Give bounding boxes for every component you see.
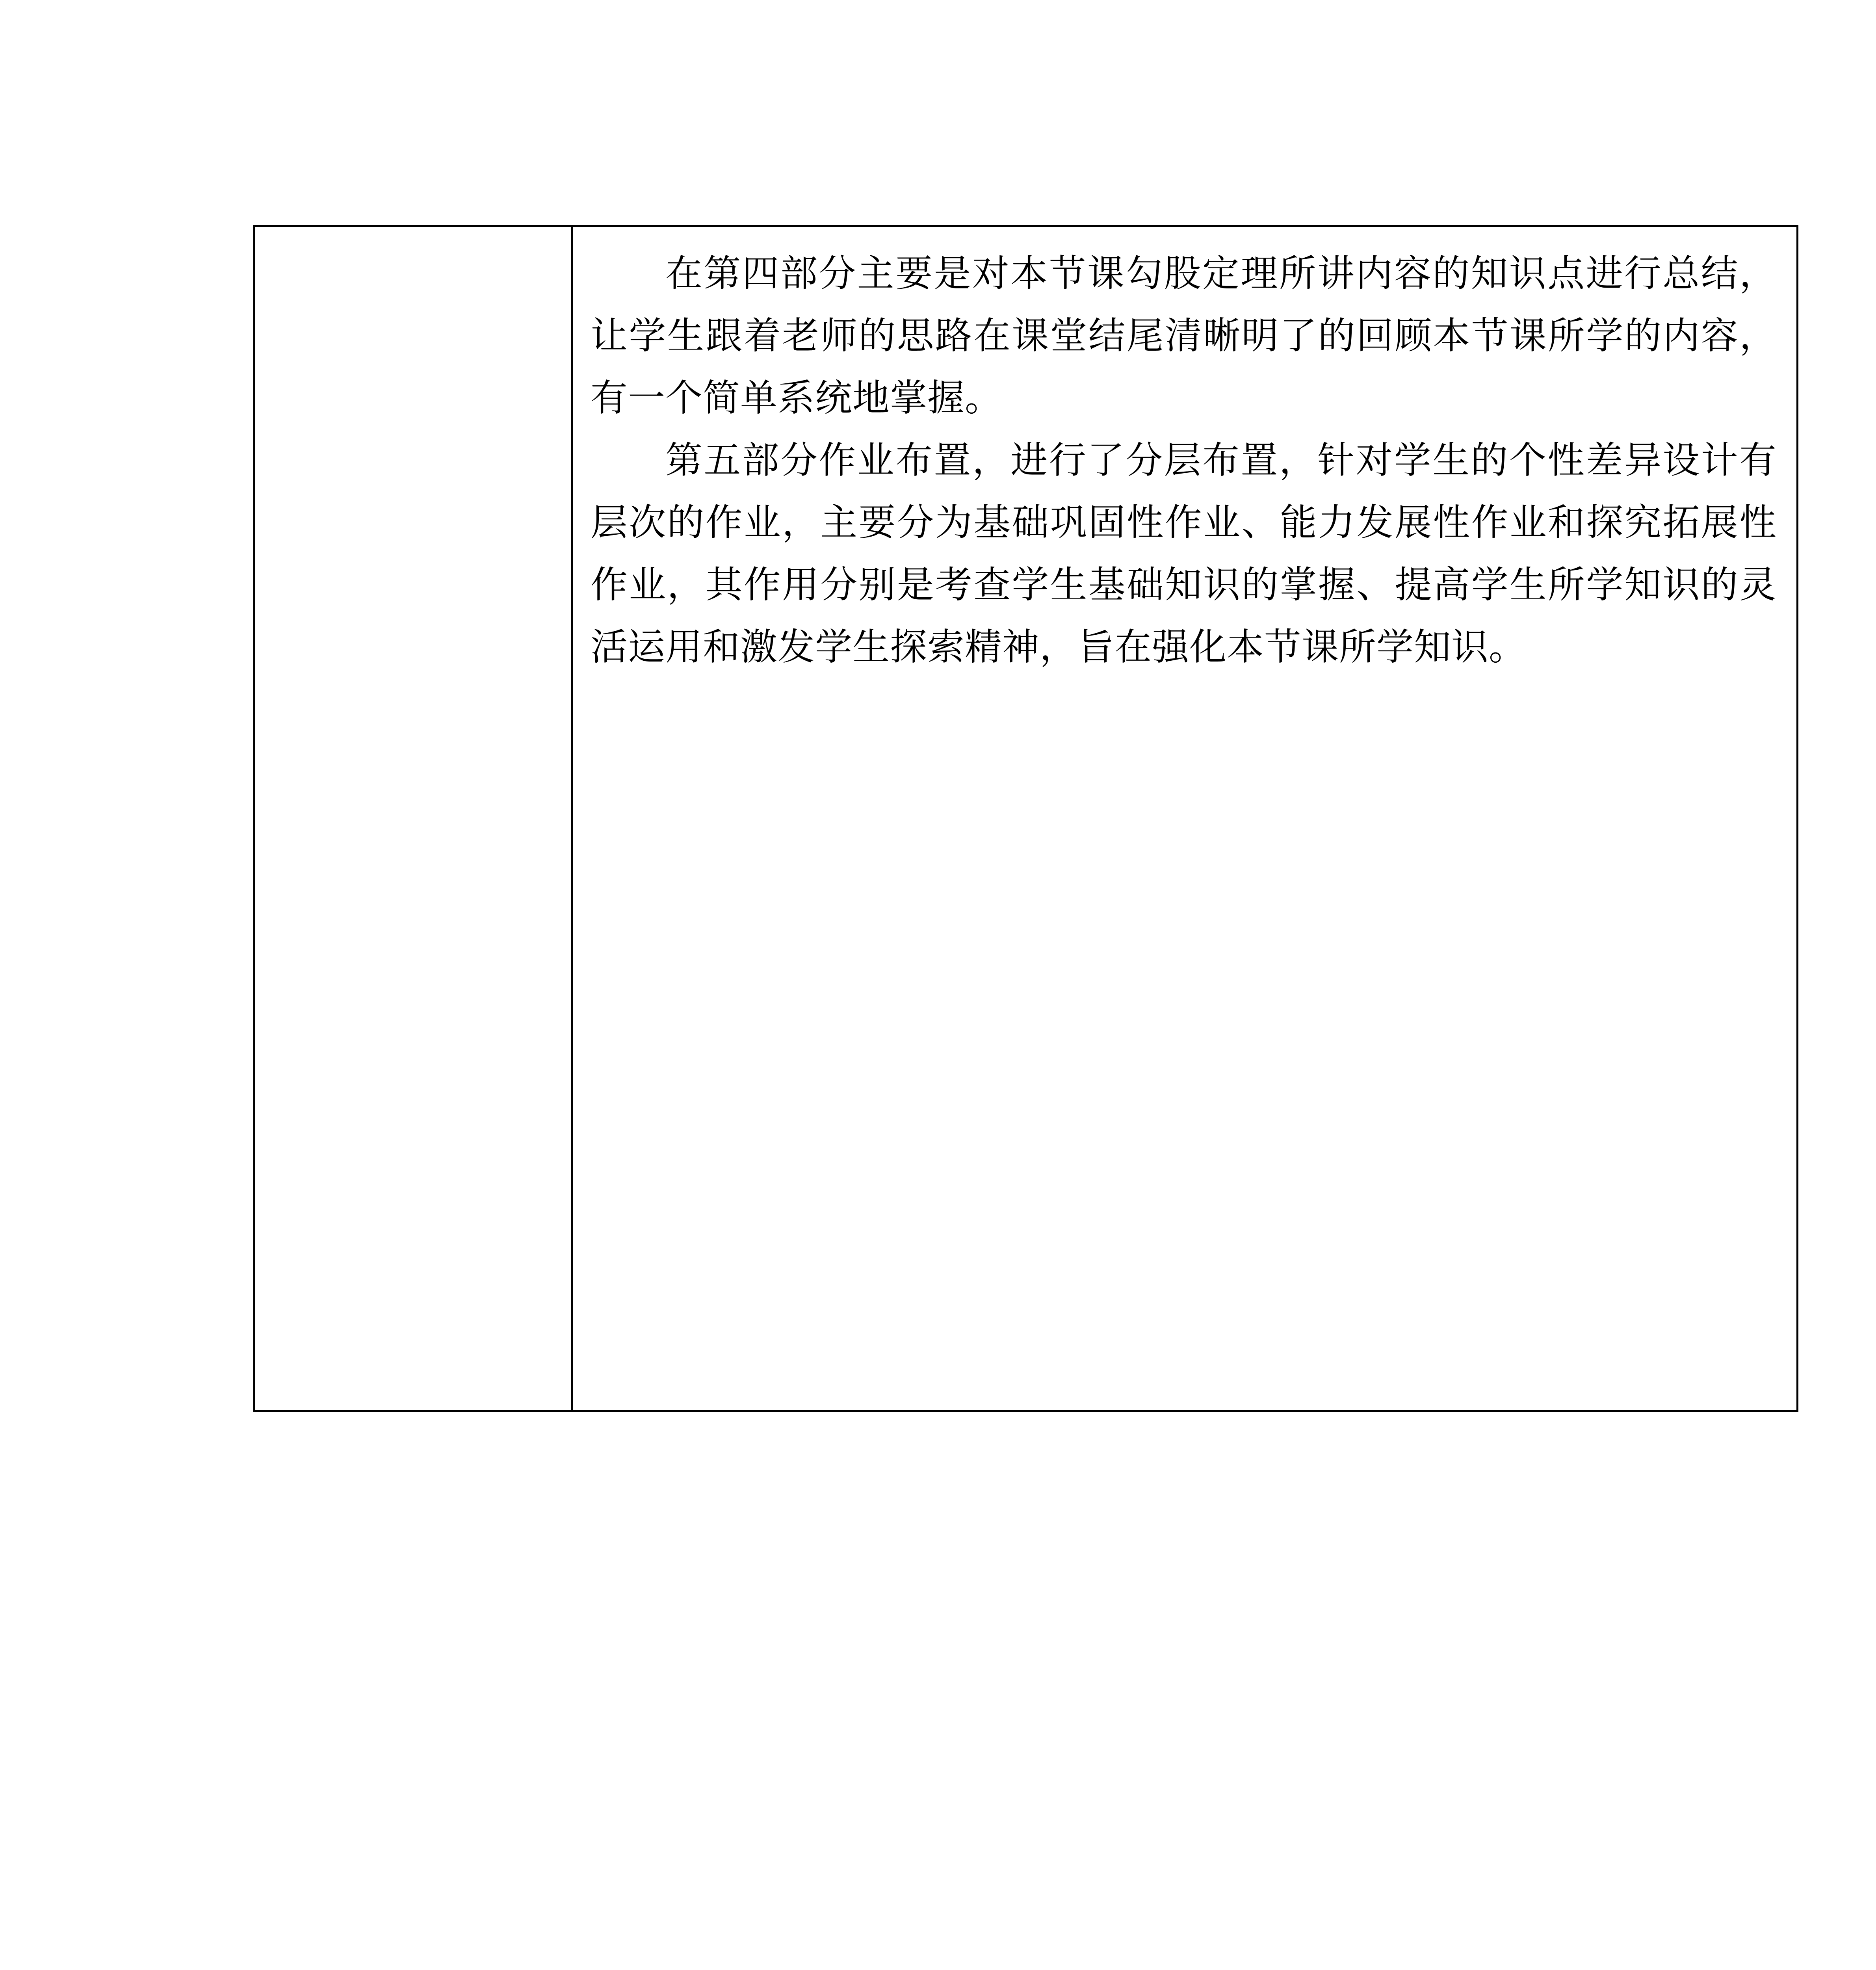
table-left-cell [255, 227, 571, 1410]
table-right-cell [573, 227, 1796, 1410]
paragraph-summary: 在第四部分主要是对本节课勾股定理所讲内容的知识点进行总结，让学生跟着老师的思路在课堂结尾清晰明了的回顾本节课所学的内容，有一个简单系统地掌握。 [591, 252, 1777, 420]
paragraph-homework: 第五部分作业布置，进行了分层布置，针对学生的个性差异设计有层次的作业，主要分为基础巩固性作业、能力发展性作业和探究拓展性作业，其作用分别是考查学生基础知识的掌握、提高学生所学知识的灵活运用和激发学生探索精神，旨在强化本节课所学知识。 [591, 439, 1777, 669]
table-frame [253, 225, 1798, 1412]
